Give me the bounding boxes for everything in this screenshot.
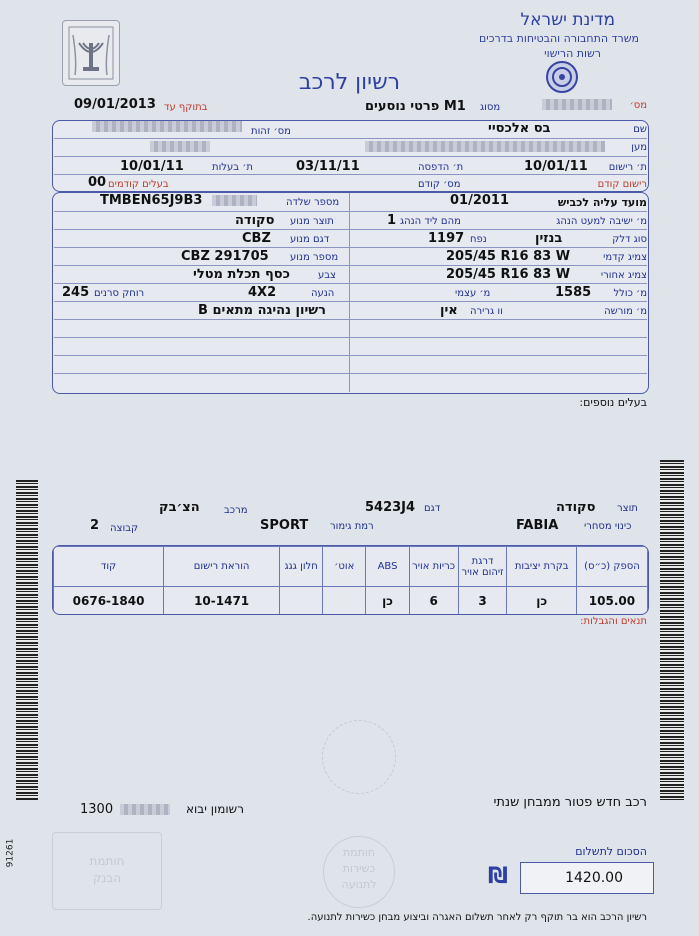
fuel-label: סוג דלק <box>612 234 647 245</box>
spec-header-2: דרגת זיהום אויר <box>458 547 507 587</box>
print-date-label: ת׳ הדפסה <box>418 162 464 173</box>
print-date-value: 03/11/11 <box>296 159 360 174</box>
barcode-right <box>660 460 684 800</box>
address-redacted-2 <box>150 141 210 152</box>
spec-value-7: 10-1471 <box>164 587 280 615</box>
trade-value: FABIA <box>516 518 559 533</box>
spec-value-2: 3 <box>458 587 507 615</box>
seats-label: מ׳ ישיבה למעט הנהג <box>556 216 647 227</box>
engine-no-label: מספר מנוע <box>290 252 339 263</box>
shekel-icon: ₪ <box>488 864 508 889</box>
own-date-value: 10/01/11 <box>120 159 184 174</box>
spec-value-5 <box>323 587 366 615</box>
engine-model-label: דגם מנוע <box>290 234 330 245</box>
license-value: רשיון נהיגה מתאים B <box>198 303 326 318</box>
valid-value: 09/01/2013 <box>74 97 156 112</box>
engine-no-value: CBZ 291705 <box>181 249 269 264</box>
test-label: מועד עליה לכביש <box>557 196 647 209</box>
prev-owners-label: בעלים קודמים <box>108 179 169 190</box>
spec-value-6 <box>280 587 323 615</box>
payment-amount: 1420.00 <box>565 870 623 886</box>
watermark-seal-icon <box>322 720 396 794</box>
payment-label: הסכום לתשלום <box>575 845 647 858</box>
spec-table-box <box>52 545 649 615</box>
rear-tire-value: 205/45 R16 83 W <box>446 267 571 282</box>
address-label: מען <box>631 142 647 153</box>
drive-label: הנעה <box>311 288 335 299</box>
spec-header-3: כריות אויר <box>409 547 458 587</box>
volume-value: 1197 <box>428 231 465 246</box>
reg-date-value: 10/01/11 <box>524 159 588 174</box>
drive-value: 4X2 <box>248 285 277 300</box>
payment-box <box>520 862 654 894</box>
spec-header-7: הוראת רישום <box>164 547 280 587</box>
spec-value-3: 6 <box>409 587 458 615</box>
id-redacted <box>92 121 242 132</box>
road-stamp <box>323 836 395 908</box>
spec-value-8: 0676-1840 <box>54 587 164 615</box>
axle-label: רוחק סרנים <box>94 288 145 299</box>
spec-header-0: הספק (כ״ס) <box>576 547 647 587</box>
prev-no-label: מס׳ קודם <box>418 179 461 190</box>
spec-header-1: בקרת יציבות <box>507 547 576 587</box>
barcode-left <box>16 480 38 800</box>
trade-label: כינוי מסחרי <box>584 521 632 532</box>
chassis-label: מספר שלדה <box>286 197 340 208</box>
number-redacted <box>542 99 612 110</box>
spec-value-4: כן <box>366 587 409 615</box>
spec-header-6: חלון גגג <box>280 547 323 587</box>
spec-table <box>53 546 648 615</box>
group-label: קבוצה <box>110 523 139 534</box>
bank-stamp-text: חותמת הבנק <box>89 854 125 885</box>
model-value: 5423J4 <box>365 500 416 515</box>
number-label: מס׳ <box>629 100 647 111</box>
trim-value: SPORT <box>260 518 309 533</box>
volume-label: נפח <box>470 234 487 245</box>
chassis-value: TMBEN65J9B3 <box>100 193 203 208</box>
own-weight-label: מ׳ עצמי <box>455 288 491 299</box>
side-code: 91261 <box>5 838 16 868</box>
total-weight-label: מ׳ כולל <box>613 288 647 299</box>
import-value: 1300 <box>80 802 114 817</box>
engine-maker-value: סקודה <box>235 213 275 228</box>
tow-value: אין <box>440 303 458 318</box>
seats-beside-value: 1 <box>387 213 397 228</box>
spec-header-4: ABS <box>366 547 409 587</box>
spec-header-5: אוט׳ <box>323 547 366 587</box>
engine-model-value: CBZ <box>242 231 271 246</box>
maker-label: תוצר <box>617 503 638 514</box>
tow-label: וו גרירה <box>470 306 503 317</box>
group-value: 2 <box>90 518 100 533</box>
body-label: מרכב <box>224 505 248 516</box>
spec-header-8: קוד <box>54 547 164 587</box>
fuel-value: בנזין <box>535 231 563 246</box>
color-value: כסף תכלת מטלי <box>193 267 290 282</box>
valid-label: בתוקף עד <box>164 102 208 113</box>
trim-label: רמת גימור <box>330 521 374 532</box>
state-name: מדינת ישראל <box>520 10 615 30</box>
authority-name: רשות הרישוי <box>544 47 601 60</box>
bank-stamp <box>52 832 162 910</box>
conditions-label: תנאים והגבלות: <box>580 616 647 627</box>
body-value: הצ׳בק <box>159 500 200 515</box>
seats-beside-label: מהם ליד הנהג <box>400 216 461 227</box>
name-label: שם <box>633 124 647 135</box>
extra-owners-label: בעלים נוספים: <box>579 396 647 409</box>
engine-maker-label: תוצר מנוע <box>290 216 334 227</box>
axle-value: 245 <box>62 285 90 300</box>
front-tire-value: 205/45 R16 83 W <box>446 249 571 264</box>
type-label: מסוג <box>480 102 501 113</box>
type-value: M1 פרטי נוסעים <box>365 99 466 114</box>
new-car-note: רכב חדש פטור ממבחן שנתי <box>493 795 647 810</box>
chassis-redacted <box>212 195 257 206</box>
rear-tire-label: צמיג אחורי <box>600 270 647 281</box>
own-date-label: ת׳ בעלות <box>212 162 253 173</box>
allowed-label: מ׳ מורשה <box>604 306 647 317</box>
import-redacted <box>120 804 170 815</box>
total-weight-value: 1585 <box>555 285 592 300</box>
spec-value-0: 105.00 <box>576 587 647 615</box>
front-tire-label: צמיג קדמי <box>603 252 647 263</box>
prev-reg-label: רישום קודם <box>597 179 647 190</box>
reg-date-label: ת׳ רישום <box>608 162 647 173</box>
color-label: צבע <box>318 270 336 281</box>
road-stamp-text: חותמת כשירות לתנועה <box>341 846 377 891</box>
test-value: 01/2011 <box>450 193 510 208</box>
footer-note: רשיון הרכב הוא בר תוקף רק לאחר תשלום האגרה וביצוע מבחן כשירות לתנועה. <box>307 912 647 923</box>
spec-value-1: כן <box>507 587 576 615</box>
name-value: בס אלכסיי <box>488 121 551 136</box>
ministry-name: משרד התחבורה והבטיחות בדרכים <box>478 32 639 45</box>
document-title: רשיון לרכב <box>298 70 401 95</box>
address-redacted <box>365 141 605 152</box>
import-label: רשומון יבוא <box>186 802 244 816</box>
id-label: מס׳ זהות <box>251 126 291 137</box>
prev-owners-value: 00 <box>88 175 107 190</box>
maker-value: סקודה <box>556 500 596 515</box>
model-label: דגם <box>424 503 441 514</box>
